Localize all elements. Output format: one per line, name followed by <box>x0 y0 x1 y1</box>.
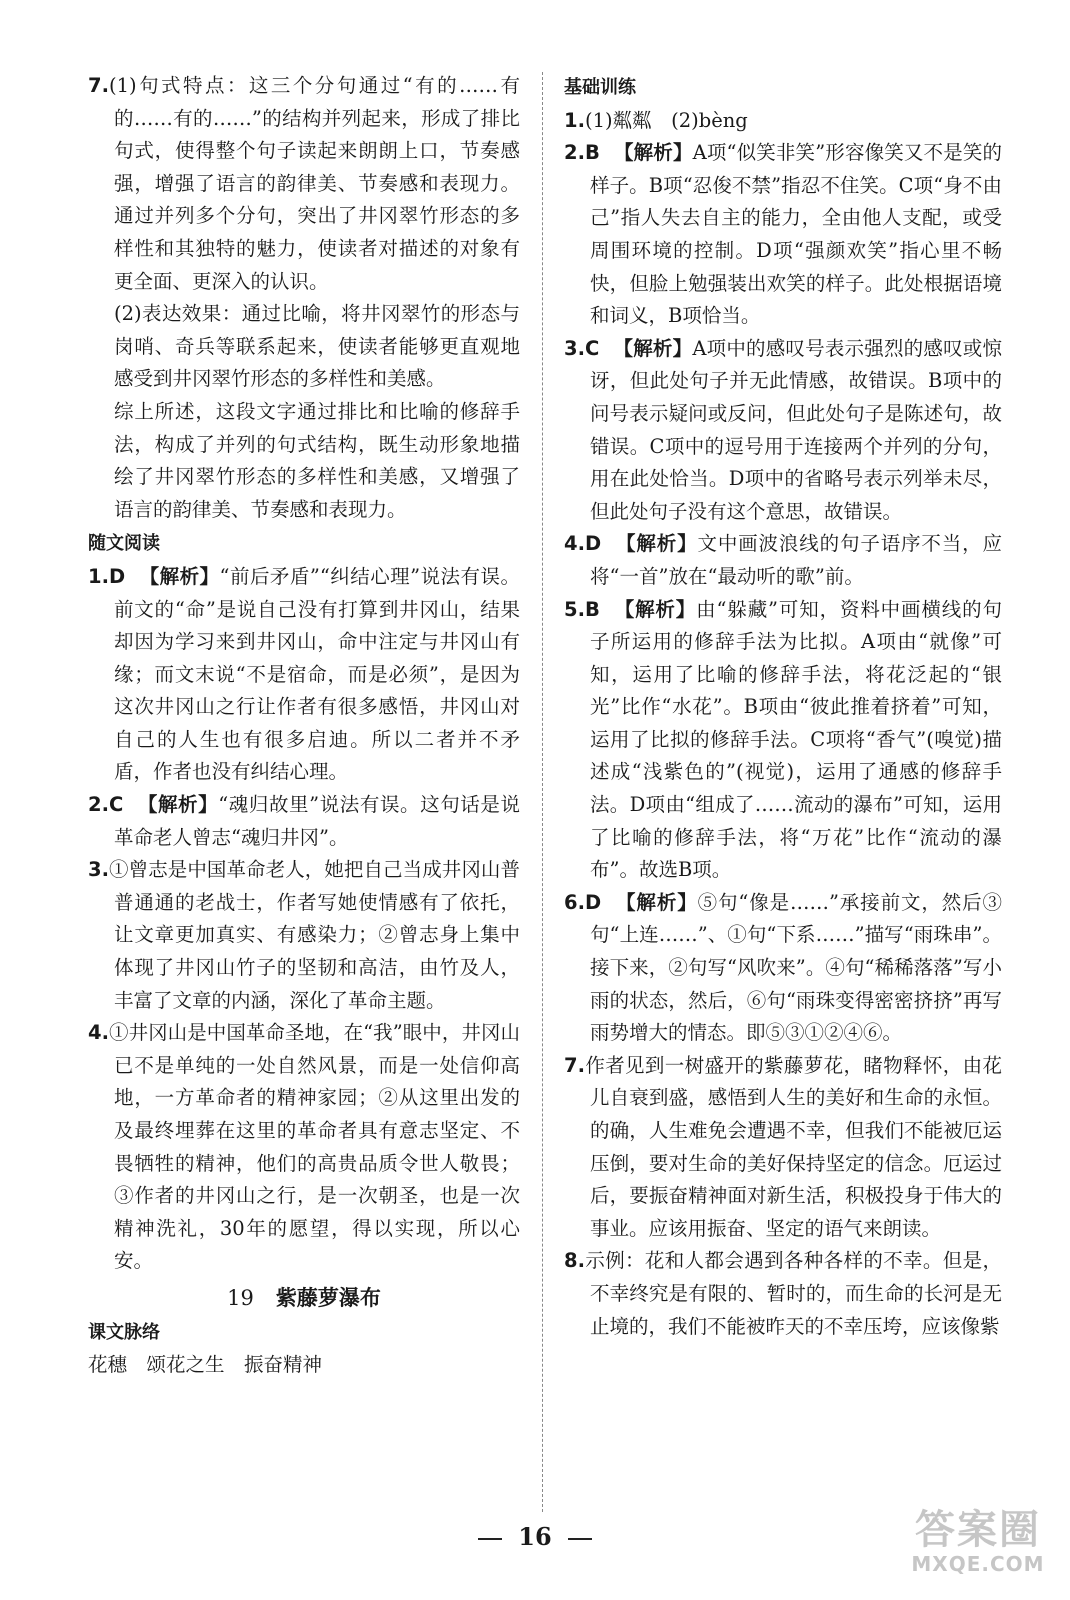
basic-item-4 <box>564 528 1002 593</box>
column-divider <box>542 72 543 1512</box>
item-number: 1. <box>564 108 585 132</box>
right-column <box>564 70 1002 1343</box>
item-number: 2. <box>88 793 109 817</box>
item-text: ①井冈山是中国革命圣地，在“我”眼中，井冈山已不是单纯的一处自然风景，而是一处信仰高地，一方革命者的精神家园；②从这里出发的及最终埋葬在这里的革命者具有意志坚定、不畏牺牲的精神，他们的高贵品质令世人敬畏；③作者的井冈山之行，是一次朝圣，也是一次精神洗礼，30年的愿望，得以实现，所以心安。 <box>108 1021 520 1273</box>
basic-item-8 <box>564 1245 1002 1343</box>
item-answer: B <box>584 141 600 165</box>
basic-item-7 <box>564 1050 1002 1246</box>
item-number: 8. <box>564 1249 585 1273</box>
lesson-number: 19 <box>227 1285 254 1310</box>
analysis-label: 【解析】 <box>139 564 220 588</box>
reading-item-4 <box>88 1017 520 1278</box>
analysis-label: 【解析】 <box>615 532 698 556</box>
item-number: 1. <box>88 564 109 588</box>
item-text: ①曾志是中国革命老人，她把自己当成井冈山普普通通的老战士，作者写她使情感有了依托，让文章更加真实、有感染力；②曾志身上集中体现了井冈山竹子的坚韧和高洁，由竹及人，丰富了文章的内涵，深化了革命主题。 <box>108 858 520 1012</box>
item-text: (1)句式特点：这三个分句通过“有的……有的……有的……”的结构并列起来，形成了排比句式，使得整个句子读起来朗朗上口，节奏感强，增强了语言的韵律美、节奏感和表现力。通过并列多个分句，突出了井冈翠竹形态的多样性和其独特的魅力，使读者对描述的对象有更全面、更深入的认识。 <box>108 74 520 293</box>
folio-dash-left <box>478 1538 502 1540</box>
item-text: 由“躲藏”可知，资料中画横线的句子所运用的修辞手法为比拟。A项由“就像”可知，运用了比喻的修辞手法，将花泛起的“银光”比作“水花”。B项由“彼此推着挤着”可知，运用了比拟的修辞手法。C项将“香气”(嗅觉)描述成“浅紫色的”(视觉)，运用了通感的修辞手法。D项由“组成了……流动的瀑布”可知，运用了比喻的修辞手法，将“万花”比作“流动的瀑布”。故选B项。 <box>590 597 1002 882</box>
item-number: 4. <box>88 1021 109 1045</box>
watermark-logo-text: 答案圈 <box>915 1507 1041 1553</box>
reading-item-2 <box>88 789 520 854</box>
item-number: 7. <box>564 1053 585 1077</box>
item-answer: B <box>584 597 600 621</box>
basic-item-2 <box>564 137 1002 333</box>
answer-paragraph: (2)表达效果：通过比喻，将井冈翠竹的形态与岗哨、奇兵等联系起来，使读者能够更直观地感受到井冈翠竹形态的多样性和美感。 <box>114 302 520 391</box>
basic-item-5 <box>564 594 1002 887</box>
item-text: “魂归故里”说法有误。这句话是说革命老人曾志“魂归井冈”。 <box>114 793 520 849</box>
reading-item-1 <box>88 561 520 789</box>
item-text: ⑤句“像是……”承接前文，然后③句“上连……”、①句“下系……”描写“雨珠串”。接下来，②句写“风吹来”。④句“稀稀落落”写小雨的状态，然后，⑥句“雨珠变得密密挤挤”再写雨势增大的情态。即⑤③①②④⑥。 <box>590 890 1002 1045</box>
page-number-text: 16 <box>518 1522 552 1551</box>
lesson-title: 紫藤萝瀑布 <box>275 1285 381 1310</box>
item-text: A项“似笑非笑”形容像笑又不是笑的样子。B项“忍俊不禁”指忍不住笑。C项“身不由己”指人失去自主的能力，全由他人支配，或受周围环境的控制。D项“强颜欢笑”指心里不畅快，但脸上勉强装出欢笑的样子。此处根据语境和词义，B项恰当。 <box>590 141 1002 328</box>
section-heading: 基础训练 <box>564 77 636 98</box>
item-number: 7. <box>88 74 109 97</box>
item-text: 示例：花和人都会遇到各种各样的不幸。但是，不幸终究是有限的、暂时的，而生命的长河是无止境的，我们不能被昨天的不幸压垮，应该像紫 <box>584 1249 1002 1338</box>
item-number: 4. <box>564 532 585 556</box>
section-heading: 随文阅读 <box>88 533 160 555</box>
lesson-heading <box>88 1282 520 1315</box>
item-number: 3. <box>564 336 585 360</box>
item-number: 6. <box>564 890 585 914</box>
analysis-label: 【解析】 <box>613 597 697 621</box>
analysis-label: 【解析】 <box>613 336 693 360</box>
section-heading: 课文脉络 <box>88 1321 160 1343</box>
item-text: A项中的感叹号表示强烈的感叹或惊讶，但此处句子并无此情感，故错误。B项中的问号表示疑问或反问，但此处句子是陈述句，故错误。C项中的逗号用于连接两个并列的分句，用在此处恰当。D项中的省略号表示列举未尽，但此处句子没有这个意思，故错误。 <box>590 336 1002 523</box>
item-number: 2. <box>564 141 585 165</box>
item-text: 文中画波浪线的句子语序不当，应将“一首”放在“最动听的歌”前。 <box>590 532 1002 588</box>
basic-item-3 <box>564 333 1002 529</box>
item-text: (1)粼粼 (2)bèng <box>584 108 748 132</box>
left-column <box>88 70 520 1382</box>
reading-item-3 <box>88 854 520 1017</box>
folio-dash-right <box>568 1538 592 1540</box>
item-answer: C <box>584 336 600 360</box>
item-answer: D <box>584 532 602 556</box>
answer-item-7 <box>88 70 520 298</box>
basic-item-1 <box>564 105 1002 138</box>
item-text: 作者见到一树盛开的紫藤萝花，睹物释怀，由花儿自衰到盛，感悟到人生的美好和生命的永恒。的确，人生难免会遭遇不幸，但我们不能被厄运压倒，要对生命的美好保持坚定的信念。厄运过后，要振奋精神面对新生活，积极投身于伟大的事业。应该用振奋、坚定的语气来朗读。 <box>584 1053 1002 1240</box>
item-answer: C <box>108 793 124 817</box>
item-number: 3. <box>88 858 109 882</box>
answer-paragraph: 综上所述，这段文字通过排比和比喻的修辞手法，构成了并列的句式结构，既生动形象地描绘了井冈翠竹形态的多样性和美感，又增强了语言的韵律美、节奏感和表现力。 <box>114 399 520 521</box>
watermark-url: MXQE.COM <box>911 1552 1045 1576</box>
analysis-label: 【解析】 <box>615 890 698 914</box>
analysis-label: 【解析】 <box>613 141 693 165</box>
item-text: “前后矛盾”“纠结心理”说法有误。前文的“命”是说自己没有打算到井冈山，结果却因为学习来到井冈山，命中注定与井冈山有缘；而文末说“不是宿命，而是必须”，是因为这次井冈山之行让作者有很多感悟，井冈山对自己的人生也有很多启迪。所以二者并不矛盾，作者也没有纠结心理。 <box>114 564 520 784</box>
item-number: 5. <box>564 597 585 621</box>
site-watermark <box>898 1508 1058 1590</box>
analysis-label: 【解析】 <box>137 793 219 817</box>
keywords-line: 花穗 颂花之生 振奋精神 <box>88 1353 323 1377</box>
item-answer: D <box>108 564 126 588</box>
basic-item-6 <box>564 887 1002 1050</box>
item-answer: D <box>584 890 602 914</box>
